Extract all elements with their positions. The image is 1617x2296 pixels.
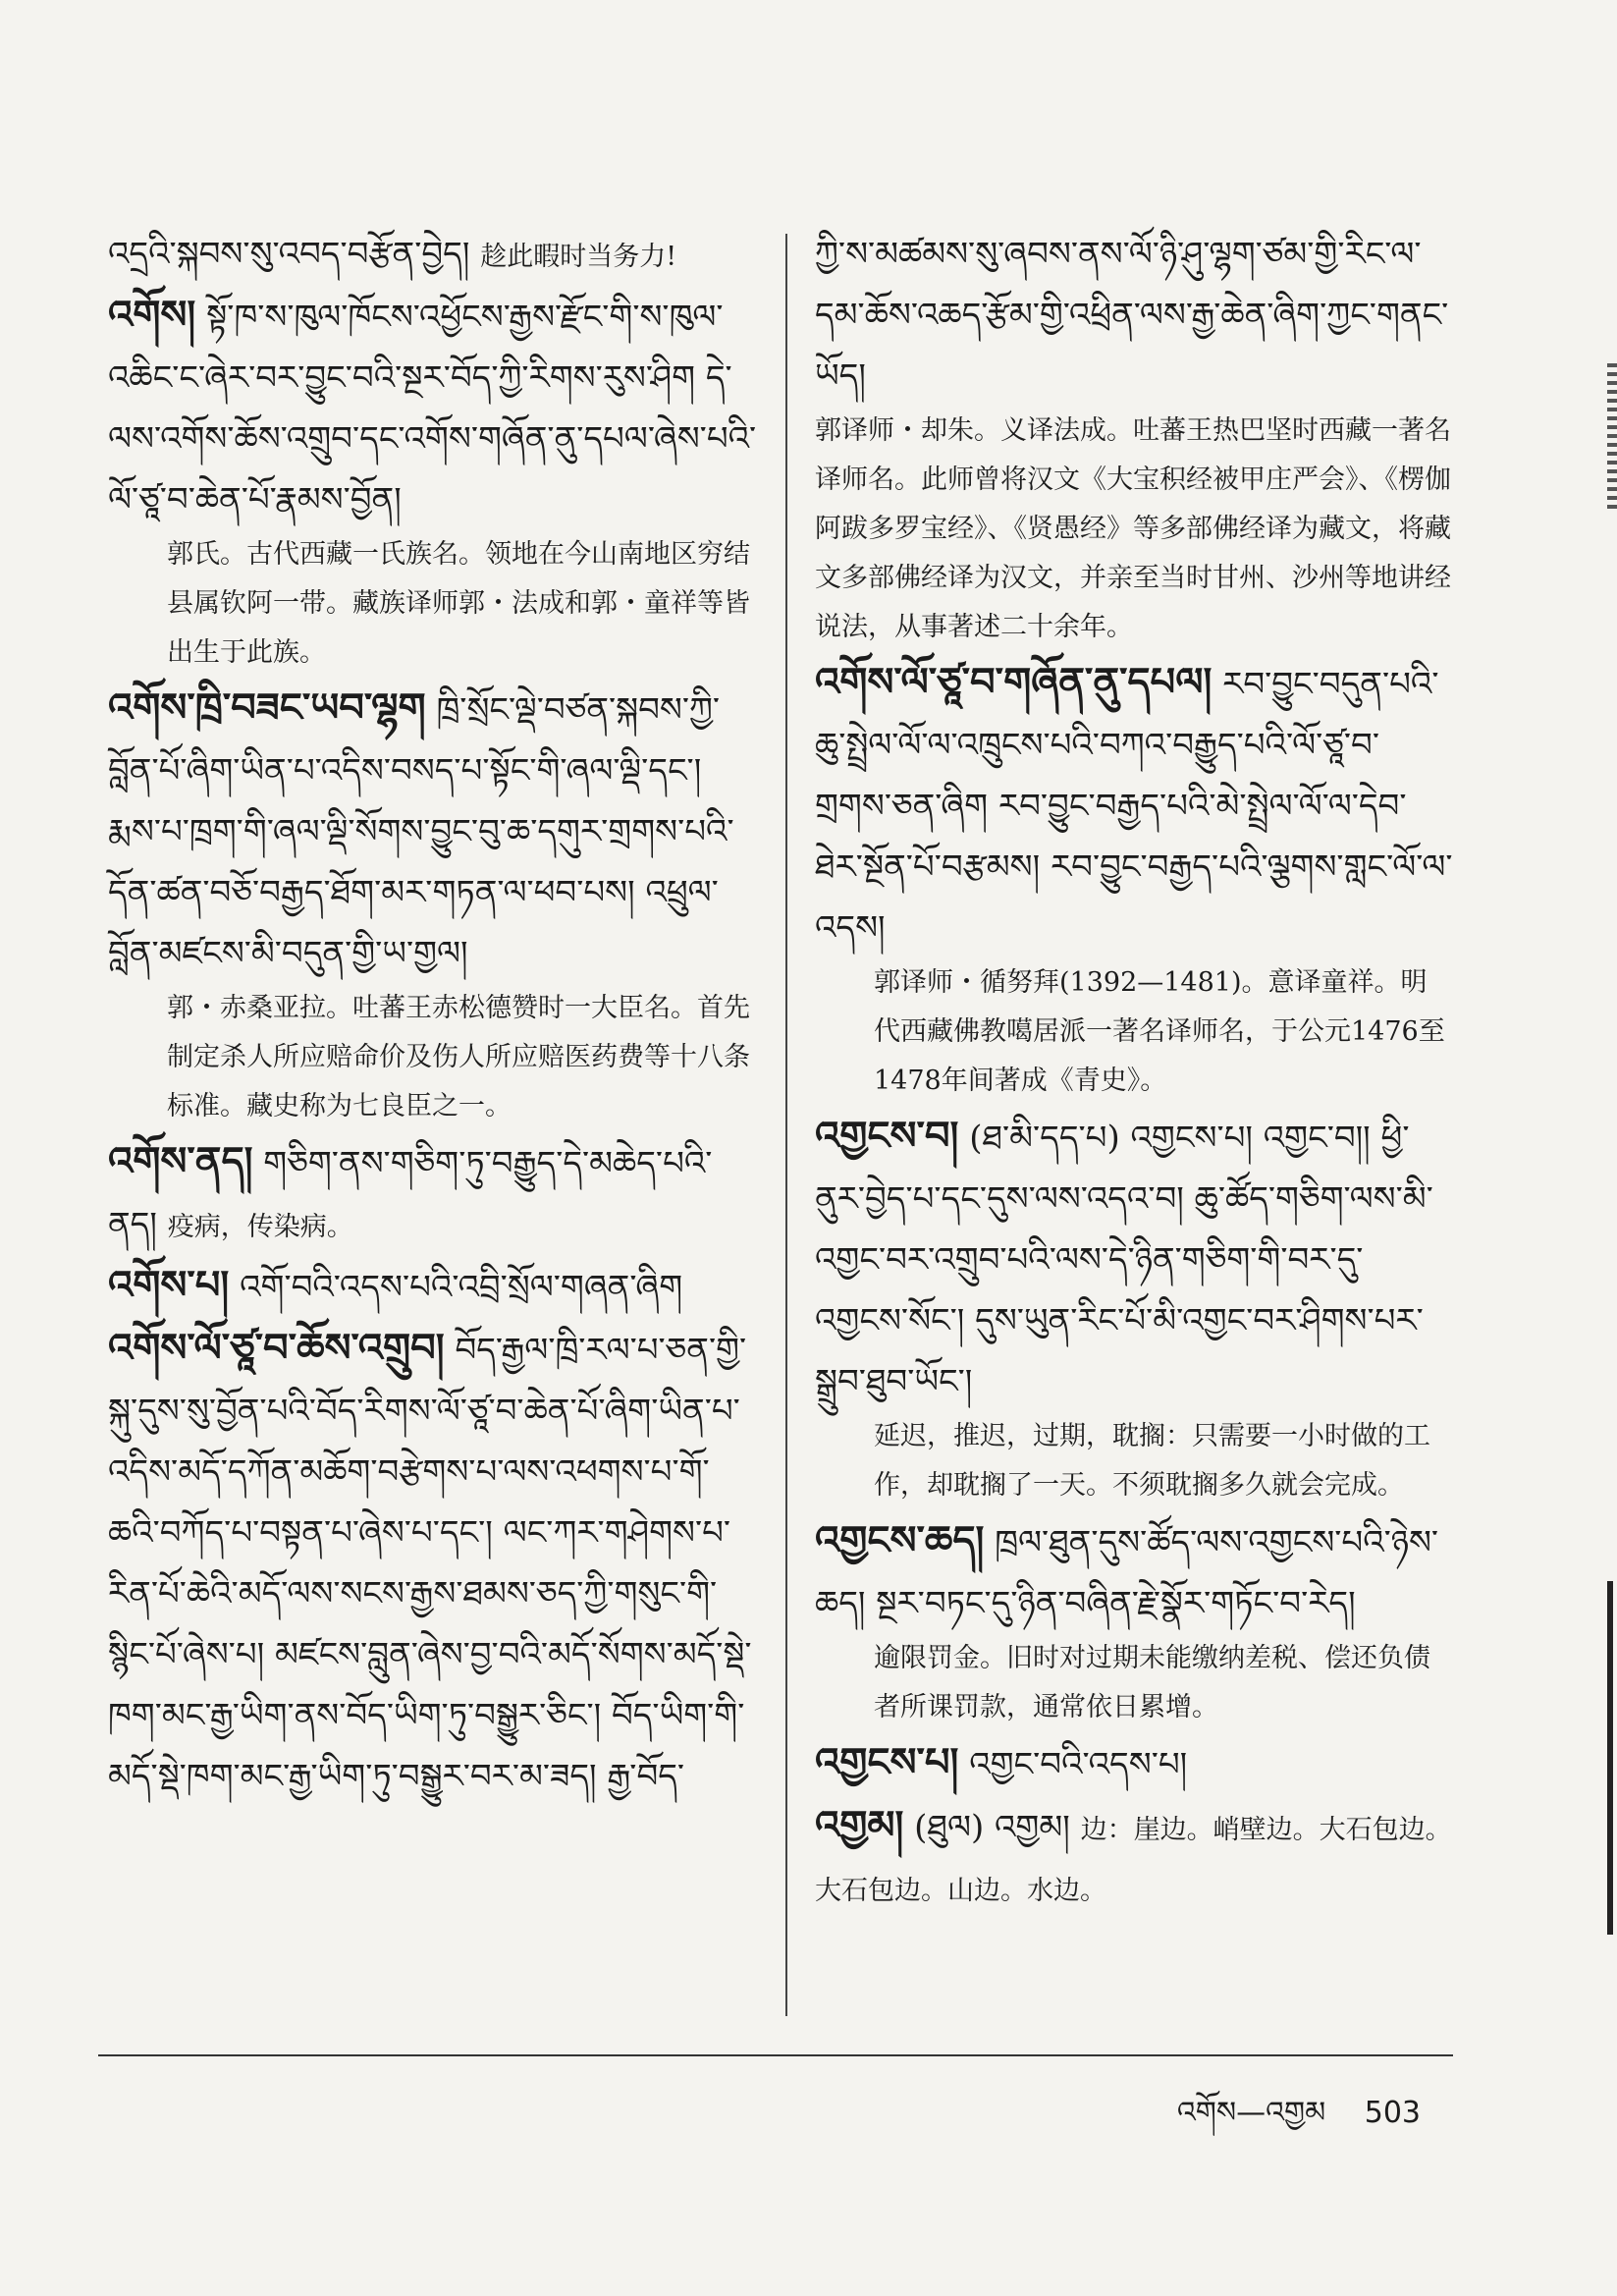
entry-headword: འགོས་ཁྲི་བཟང་ཡབ་ལྷག [108,684,426,731]
entry-headword: འགྱངས་བ། [815,1113,959,1159]
entry-headword: འགོས་ལོ་ཙཱ་བ་གཞོན་ནུ་དཔལ། [815,659,1213,705]
left-column [108,224,761,1807]
entry-text: འགོ་བའི་འདས་པའི་འབྲི་སྲོལ་གཞན་ཞིག [240,1268,683,1307]
entry-text: གཅིག་ནས་གཅིག་ཏུ་བརྒྱུད་དེ་མཆེད་པའི་ནད། [108,1144,713,1244]
right-column [815,224,1453,1919]
entry-4 [108,1131,761,1255]
entry-headword: འགྱམ། [815,1802,904,1848]
scan-edge-bar [1607,1581,1613,1935]
footer-rule [98,2054,1453,2056]
entry-1 [108,224,761,285]
entry-9 [815,1106,1453,1510]
entry-headword: འགྱངས་པ། [815,1739,959,1785]
entry-6 [108,1318,761,1807]
entry-text: སྟོ་ཁ་ས་ཁུལ་ཁོངས་འཕྱོངས་རྒྱས་རྫོང་གི་ས་ཁུལ་འཆིང་ང་ཞེར་བར་བྱུང་བའི་སྔར་བོད་ཀྱི་རིགས་རུས་ཤིག དེ་ལས་འགོས་ཆོས་འགྲུབ་དང་འགོས་གཞོན་ནུ་དཔལ་ཞེས་པའི་ལོ་ཙཱ་བ་ཆེན་པོ་རྣམས་བྱོན། [108,298,757,519]
entry-12 [815,1795,1453,1919]
entry-text: འདྲའི་སྐབས་སུ་འབད་བརྩོན་བྱེད། [108,235,470,274]
entry-headword: འགོས་པ། [108,1262,230,1308]
entry-3 [108,678,761,1131]
entry-gloss: 郭译师・却朱。义译法成。吐蕃王热巴坚时西藏一著名译师名。此师曾将汉文《大宝积经被甲庄严会》、《楞伽阿跋多罗宝经》、《贤愚经》等多部佛经译为藏文，将藏文多部佛经译为汉文，并亲至当时甘州、沙州等地讲经说法，从事著述二十余年。 [815,415,1451,642]
scan-edge-marks [1607,363,1617,511]
entry-text: ཁྲི་སྲོང་ལྡེ་བཙན་སྐབས་ཀྱི་བློན་པོ་ཞིག་ཡིན་པ་འདིས་བསད་པ་སྟོང་གི་ཞལ་ལྡི་དང་། རྨས་པ་ཁྲག་གི་ཞལ་ལྡི་སོགས་བྱུང་བུ་ཆ་དགུར་གྲགས་པའི་དོན་ཚན་བཅོ་བརྒྱད་ཐོག་མར་གཏན་ལ་ཕབ་པས། འཕྲུལ་བློན་མཛངས་མི་བདུན་གྱི་ཡ་གྱལ། [108,690,734,973]
entry-10 [815,1510,1453,1732]
page-footer [1148,2080,1421,2162]
entry-8 [815,652,1453,1106]
entry-11 [815,1732,1453,1795]
entry-gloss: 边：崖边。峭壁边。大石包边。大石包边。山边。水边。 [815,1815,1452,1906]
entry-gloss: 逾限罚金。旧时对过期未能缴纳差税、偿还负债者所课罚款，通常依日累增。 [874,1643,1430,1722]
entry-text: རབ་བྱུང་བདུན་པའི་ཆུ་སྤྲེལ་ལོ་ལ་འཁྲུངས་པའི་བཀའ་བརྒྱུད་པའི་ལོ་ཙཱ་བ་གྲགས་ཅན་ཞིག རབ་བྱུང་བརྒྱད་པའི་མེ་སྤྲེལ་ལོ་ལ་དེབ་ཐེར་སྔོན་པོ་བརྩམས། རབ་བྱུང་བརྒྱད་པའི་ལྕགས་གླང་ལོ་ལ་འདས། [815,665,1453,948]
column-divider [785,234,787,2016]
entry-gloss: 郭译师・循努拜(1392—1481)。意译童祥。明代西藏佛教噶居派一著名译师名，于公元1476至1478年间著成《青史》。 [874,967,1445,1096]
entry-gloss: 趁此暇时当务力! [480,242,677,272]
entry-text: ཁྲལ་ཐུན་དུས་ཚོད་ལས་འགྱངས་པའི་ཉེས་ཆད། སྔར་བཏང་དུ་ཉིན་བཞིན་རྗེ་སྣོར་གཏོང་བ་རེད། [815,1523,1439,1623]
entry-headword: འགྱངས་ཆད། [815,1517,985,1563]
entry-gloss: 郭氏。古代西藏一氏族名。领地在今山南地区穷结县属钦阿一带。藏族译师郭・法成和郭・童祥等皆出生于此族。 [167,539,750,668]
entry-text: (ཐ་མི་དད་པ) འགྱངས་པ། འགྱང་བ།། ཕྱི་ནུར་བྱེད་པ་དང་དུས་ལས་འདའ་བ། ཆུ་ཚོད་གཅིག་ལས་མི་འགྱང་བར་འགྲུབ་པའི་ལས་དེ་ཉིན་གཅིག་གི་བར་དུ་འགྱངས་སོང་། དུས་ཡུན་རིང་པོ་མི་འགྱང་བར་ཤིགས་པར་སྒྲུབ་ཐུབ་ཡོང་། [815,1119,1433,1401]
entry-7 [815,224,1453,652]
entry-2 [108,285,761,678]
entry-gloss: 郭・赤桑亚拉。吐蕃王赤松德赞时一大臣名。首先制定杀人所应赔命价及伤人所应赔医药费等十八条标准。藏史称为七良臣之一。 [167,993,750,1121]
entry-text: བོད་རྒྱལ་ཁྲི་རལ་པ་ཅན་གྱི་སྐུ་དུས་སུ་བྱོན་པའི་བོད་རིགས་ལོ་ཙཱ་བ་ཆེན་པོ་ཞིག་ཡིན་པ་འདིས་མདོ་དཀོན་མཆོག་བརྩེགས་པ་ལས་འཕགས་པ་གོ་ཆའི་བཀོད་པ་བསྟན་པ་ཞེས་པ་དང་། ལང་ཀར་གཤེགས་པ་རིན་པོ་ཆེའི་མདོ་ལས་སངས་རྒྱས་ཐམས་ཅད་ཀྱི་གསུང་གི་སྙིང་པོ་ཞེས་པ། མཛངས་བླུན་ཞེས་བྱ་བའི་མདོ་སོགས་མདོ་སྡེ་ཁག་མང་རྒྱ་ཡིག་ནས་བོད་ཡིག་ཏུ་བསྒྱུར་ཅིང་། བོད་ཡིག་གི་མདོ་སྡེ་ཁག་མང་རྒྱ་ཡིག་ཏུ་བསྒྱུར་བར་མ་ཟད། རྒྱ་བོད་ [108,1331,752,1796]
entry-headword: འགོས་ནད། [108,1138,253,1184]
entry-headword: འགོས་ལོ་ཙཱ་བ་ཆོས་འགྲུབ། [108,1325,445,1371]
entry-text: (ཐུལ) འགྱམ། [914,1808,1081,1847]
entry-gloss: 延迟，推迟，过期，耽搁：只需要一小时做的工作，却耽搁了一天。不须耽搁多久就会完成。 [874,1421,1430,1501]
entry-5 [108,1255,761,1318]
entry-text: འགྱང་བའི་འདས་པ། [969,1745,1188,1784]
entry-headword: འགོས། [108,292,196,338]
page-number: 503 [1364,2096,1421,2130]
entry-text: ཀྱི་ས་མཚམས་སུ་ཞབས་ནས་ལོ་ཉི་ཤུ་ལྷག་ཙམ་གྱི་རིང་ལ་དམ་ཆོས་འཆད་རྩོམ་གྱི་འཕྲིན་ལས་རྒྱ་ཆེན་ཞིག་ཀྱང་གནང་ཡོད། [815,235,1449,396]
entry-gloss: 疫病，传染病。 [167,1212,353,1242]
guide-words: འགོས—འགྱམ [1176,2096,1326,2130]
